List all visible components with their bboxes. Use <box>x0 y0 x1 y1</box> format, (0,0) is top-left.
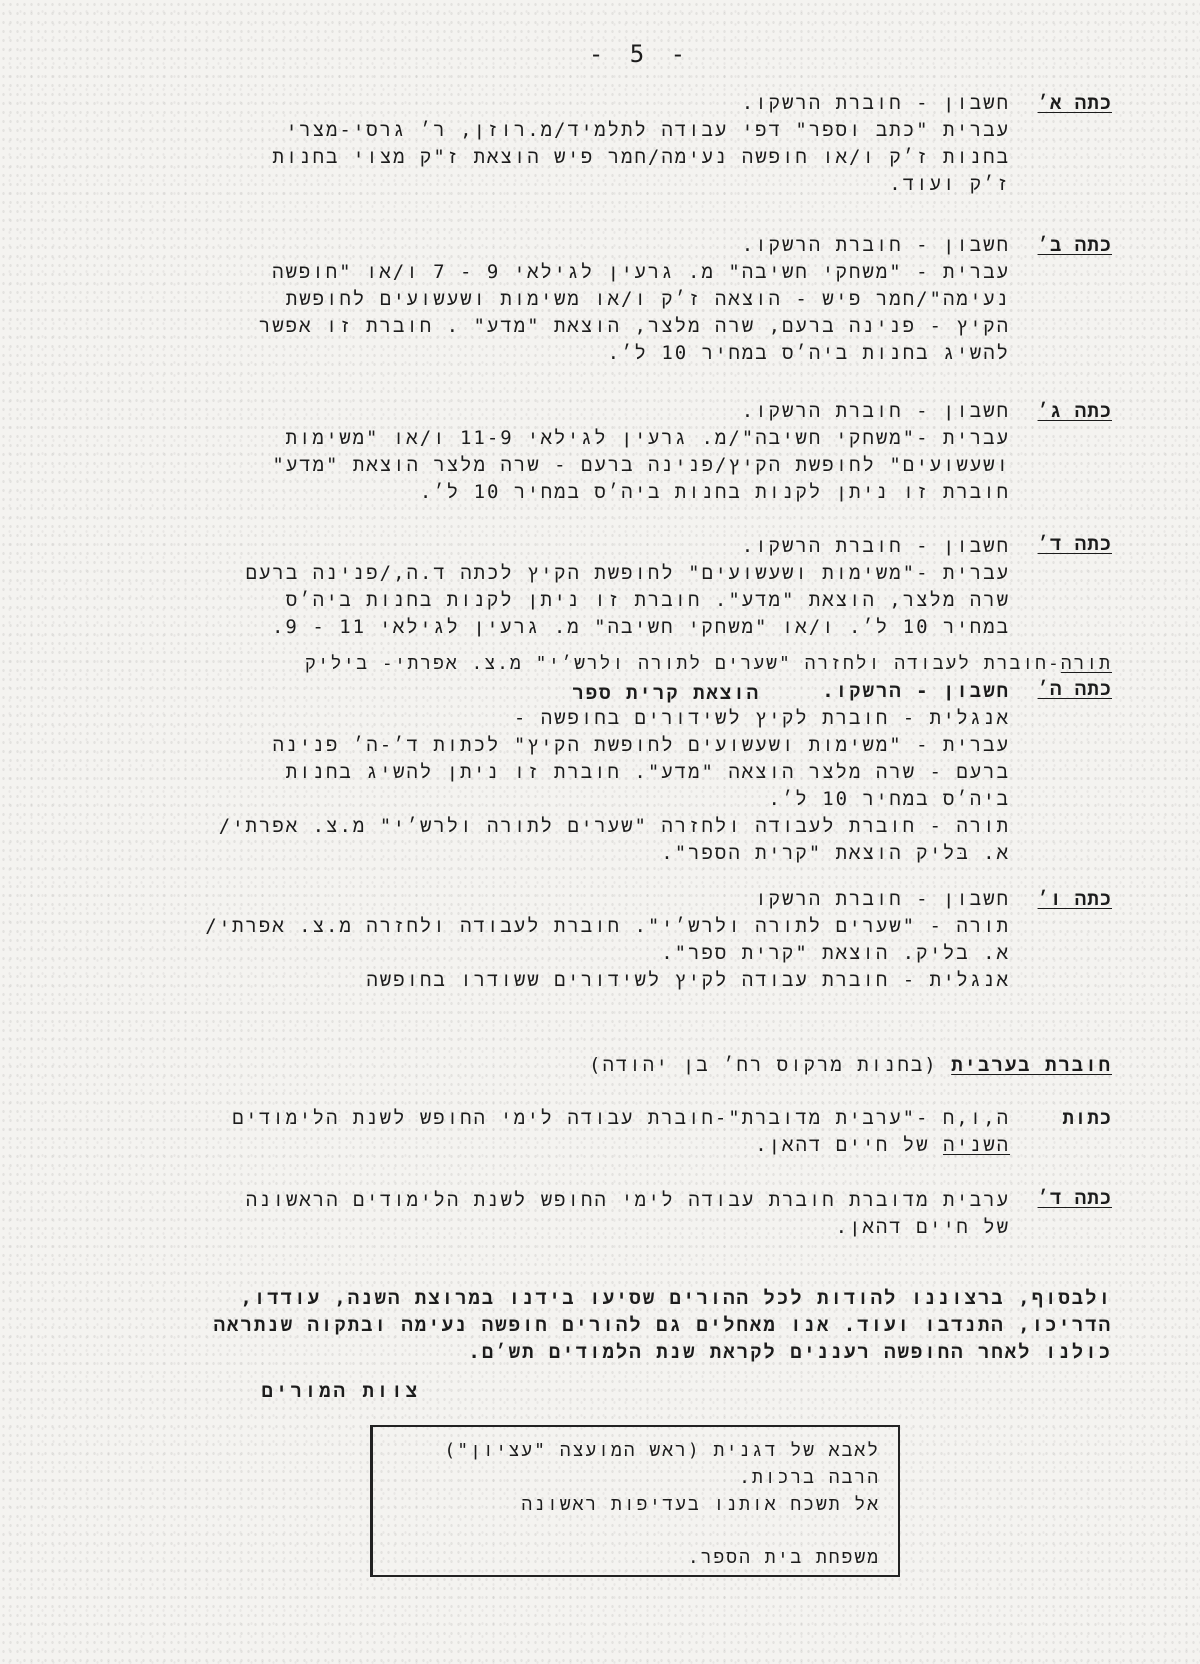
heading-class-e: כתה ה׳ <box>1037 678 1112 700</box>
heading-class-b: כתה ב׳ <box>1037 234 1112 256</box>
closing-paragraph <box>214 1285 1112 1366</box>
heading-class-c: כתה ג׳ <box>1037 400 1112 422</box>
section-class-d <box>246 533 1010 641</box>
line: חשבון - חוברת הרשקו. <box>741 234 1010 256</box>
line: נעימה"/חמר פיש - הוצאה ז׳ק ו/או משימות ושעשועים לחופשת <box>285 288 1010 310</box>
class-d-arabic-block <box>246 1187 1010 1241</box>
line: הדריכו, התנדבו ועוד. אנו מאחלים גם להורים חופשה נעימה ובתקוה שנתראה <box>213 1314 1112 1336</box>
line: עברית - "משחקי חשיבה" מ. גרעין לגילאי 9 - 7 ו/או "חופשה <box>272 261 1010 283</box>
line: הרבה ברכות. <box>739 1467 880 1488</box>
line: בחנות ז׳ק ו/או חופשה נעימה/חמר פיש הוצאת ז"ק מצוי בחנות <box>272 146 1010 168</box>
section-class-f <box>205 886 1010 994</box>
underlined-word: השניה <box>942 1134 1010 1156</box>
box-signature: משפחת בית הספר. <box>687 1547 880 1568</box>
signature-teachers: צוות המורים <box>261 1380 420 1402</box>
class-e-torah-line <box>305 650 1112 677</box>
arabic-section-title <box>589 1052 1112 1079</box>
line: אל תשכח אותנו בעדיפות ראשונה <box>521 1494 880 1515</box>
section-class-b <box>259 232 1010 367</box>
torah-label: תורה <box>1060 653 1112 674</box>
heading-class-a: כתה א׳ <box>1037 92 1112 114</box>
line: של חיים דהאן. <box>835 1216 1010 1238</box>
line: חשבון - חוברת הרשקו. <box>741 400 1010 422</box>
section-class-c <box>272 398 1010 506</box>
line: חשבון - חוברת הרשקו. <box>741 535 1010 557</box>
publisher-line: הוצאת קרית ספר <box>572 682 760 704</box>
line: ברעם - שרה מלצר הוצאה "מדע". חוברת זו ניתן להשיג בחנות <box>285 761 1010 783</box>
line: שרה מלצר, הוצאת "מדע". חוברת זו ניתן לקנות בחנות ביה׳ס <box>285 589 1010 611</box>
page-number: - 5 - <box>588 40 692 68</box>
heading-class-f: כתה ו׳ <box>1037 888 1112 910</box>
line: עברית - "משימות ושעשועים לחופשת הקיץ" לכתות ד׳-ה׳ פנינה <box>272 734 1010 756</box>
line: חשבון - חוברת הרשקו <box>755 888 1010 910</box>
line: ה,ו,ח -"ערבית מדוברת"-חוברת עבודה לימי החופש לשנת הלימודים <box>232 1107 1010 1129</box>
dedication-box <box>370 1425 900 1577</box>
line: ושעשועים" לחופשת הקיץ/פנינה ברעם - שרה מלצר הוצאת "מדע" <box>272 454 1010 476</box>
heading-class-d: כתה ד׳ <box>1037 533 1112 555</box>
line: עברית -"משימות ושעשועים" לחופשת הקיץ לכתה ד.ה,/פנינה ברעם <box>245 562 1010 584</box>
line: עברית "כתב וספר" דפי עבודה לתלמיד/מ.רוזן, ר׳ גרסי-מצרי <box>285 119 1010 141</box>
line: ז׳ק ועוד. <box>889 173 1010 195</box>
line: הקיץ - פנינה ברעם, שרה מלצר, הוצאת "מדע" . חוברת זו אפשר <box>258 315 1010 337</box>
classes-label: כתות <box>1062 1107 1112 1129</box>
arabic-title: חוברת בערבית <box>951 1054 1112 1076</box>
section-class-a <box>272 90 1010 198</box>
torah-text: -חוברת לעבודה ולחזרה "שערים לתורה ולרש׳י" מ.צ. אפרתי- ביליק <box>304 653 1061 674</box>
arabic-title-note: (בחנות מרקוס רח׳ בן יהודה) <box>589 1054 938 1076</box>
line: חשבון - חוברת הרשקו. <box>741 92 1010 114</box>
line: אנגלית - חוברת לקיץ לשידורים בחופשה - <box>513 707 1010 729</box>
line: תורה - חוברת לעבודה ולחזרה "שערים לתורה ולרש׳י" מ.צ. אפרתי/ <box>218 815 1010 837</box>
line: ערבית מדוברת חוברת עבודה לימי החופש לשנת הלימודים הראשונה <box>245 1189 1010 1211</box>
classes-block <box>232 1105 1010 1159</box>
line: אנגלית - חוברת עבודה לקיץ לשידורים ששודרו בחופשה <box>366 969 1010 991</box>
line: ביה׳ס במחיר 10 ל׳. <box>768 788 1010 810</box>
line: עברית -"משחקי חשיבה"/מ. גרעין לגילאי 11-9 ו/או "משימות <box>285 427 1010 449</box>
line: א. בליק. הוצאת "קרית ספר". <box>661 942 1010 964</box>
heading-class-d-arabic: כתה ד׳ <box>1037 1187 1112 1209</box>
class-e-publisher <box>572 680 760 707</box>
line: ולבסוף, ברצוננו להודות לכל ההורים שסיעו בידנו במרוצת השנה, עודדו, <box>240 1287 1112 1309</box>
line: תורה - "שערים לתורה ולרש׳י". חוברת לעבודה ולחזרה מ.צ. אפרתי/ <box>205 915 1010 937</box>
line: א. בּליק הוצאת "קרית הספר". <box>661 842 1010 864</box>
line: לאבא של דגנית (ראש המועצה "עציון") <box>444 1440 880 1461</box>
line: במחיר 10 ל׳. ו/או "משחקי חשיבה" מ. גרעין לגילאי 11 - 9. <box>271 616 1010 638</box>
line: חוברת זו ניתן לקנות בחנות ביה׳ס במחיר 10 ל׳. <box>419 481 1010 503</box>
line: להשיג בחנות ביה׳ס במחיר 10 ל׳. <box>607 342 1010 364</box>
line: השניה של חיים דהאן. <box>755 1134 1010 1156</box>
line: חשבון - הרשקו. <box>822 680 1010 702</box>
line: כולנו לאחר החופשה רעננים לקראת שנת הלמודים תש׳ם. <box>468 1341 1112 1363</box>
